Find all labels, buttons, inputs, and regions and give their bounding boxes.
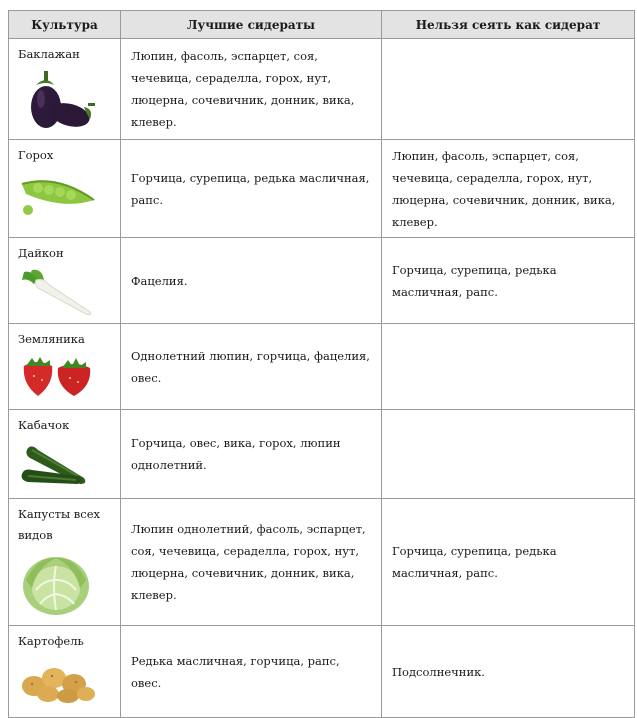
forbidden-cell — [382, 324, 635, 410]
forbidden-cell: Люпин, фасоль, эспарцет, соя, чечевица, сераделла, горох, нут, люцерна, сочевичник, донник, вика, клевер. — [382, 140, 635, 238]
table-row — [9, 238, 635, 324]
best-cell: Люпин однолетний, фасоль, эспарцет, соя, чечевица, сераделла, горох, нут, люцерна, сочевичник, донник, вика, клевер. — [121, 499, 382, 626]
best-cell: Однолетний люпин, горчица, фацелия, овес. — [121, 324, 382, 410]
table-row — [9, 39, 635, 140]
crop-cell — [9, 499, 121, 626]
best-cell: Горчица, сурепица, редька масличная, рапс. — [121, 140, 382, 238]
crop-name: Горох — [18, 148, 54, 162]
header-crop: Культура — [9, 11, 121, 39]
best-cell: Фацелия. — [121, 238, 382, 324]
crop-name: Капусты всех видов — [18, 507, 101, 542]
table-row — [9, 324, 635, 410]
pea-pod-icon — [18, 170, 98, 220]
crop-name: Дайкон — [18, 246, 64, 260]
eggplant-icon — [18, 69, 96, 131]
table-row — [9, 410, 635, 499]
forbidden-cell: Горчица, сурепица, редька масличная, рапс. — [382, 238, 635, 324]
crop-cell — [9, 324, 121, 410]
daikon-icon — [18, 268, 98, 318]
header-best-green-manure: Лучшие сидераты — [121, 11, 382, 39]
table-row — [9, 140, 635, 238]
header-forbidden-green-manure: Нельзя сеять как сидерат — [382, 11, 635, 39]
zucchini-icon — [18, 440, 98, 490]
table-row — [9, 499, 635, 626]
crop-name: Кабачок — [18, 418, 70, 432]
crop-cell — [9, 39, 121, 140]
forbidden-cell: Горчица, сурепица, редька масличная, рапс. — [382, 499, 635, 626]
forbidden-cell — [382, 410, 635, 499]
green-manure-table — [8, 10, 635, 718]
table-row — [9, 626, 635, 718]
crop-name: Баклажан — [18, 47, 80, 61]
crop-cell — [9, 410, 121, 499]
best-cell: Редька масличная, горчица, рапс, овес. — [121, 626, 382, 718]
crop-cell — [9, 140, 121, 238]
crop-name: Земляника — [18, 332, 85, 346]
forbidden-cell: Подсолнечник. — [382, 626, 635, 718]
potato-icon — [18, 656, 98, 704]
crop-cell — [9, 238, 121, 324]
forbidden-cell — [382, 39, 635, 140]
cabbage-icon — [18, 550, 98, 616]
strawberry-icon — [18, 354, 98, 398]
crop-name: Картофель — [18, 634, 84, 648]
crop-cell — [9, 626, 121, 718]
best-cell: Люпин, фасоль, эспарцет, соя, чечевица, сераделла, горох, нут, люцерна, сочевичник, донник, вика, клевер. — [121, 39, 382, 140]
table-header-row — [9, 11, 635, 39]
best-cell: Горчица, овес, вика, горох, люпин однолетний. — [121, 410, 382, 499]
